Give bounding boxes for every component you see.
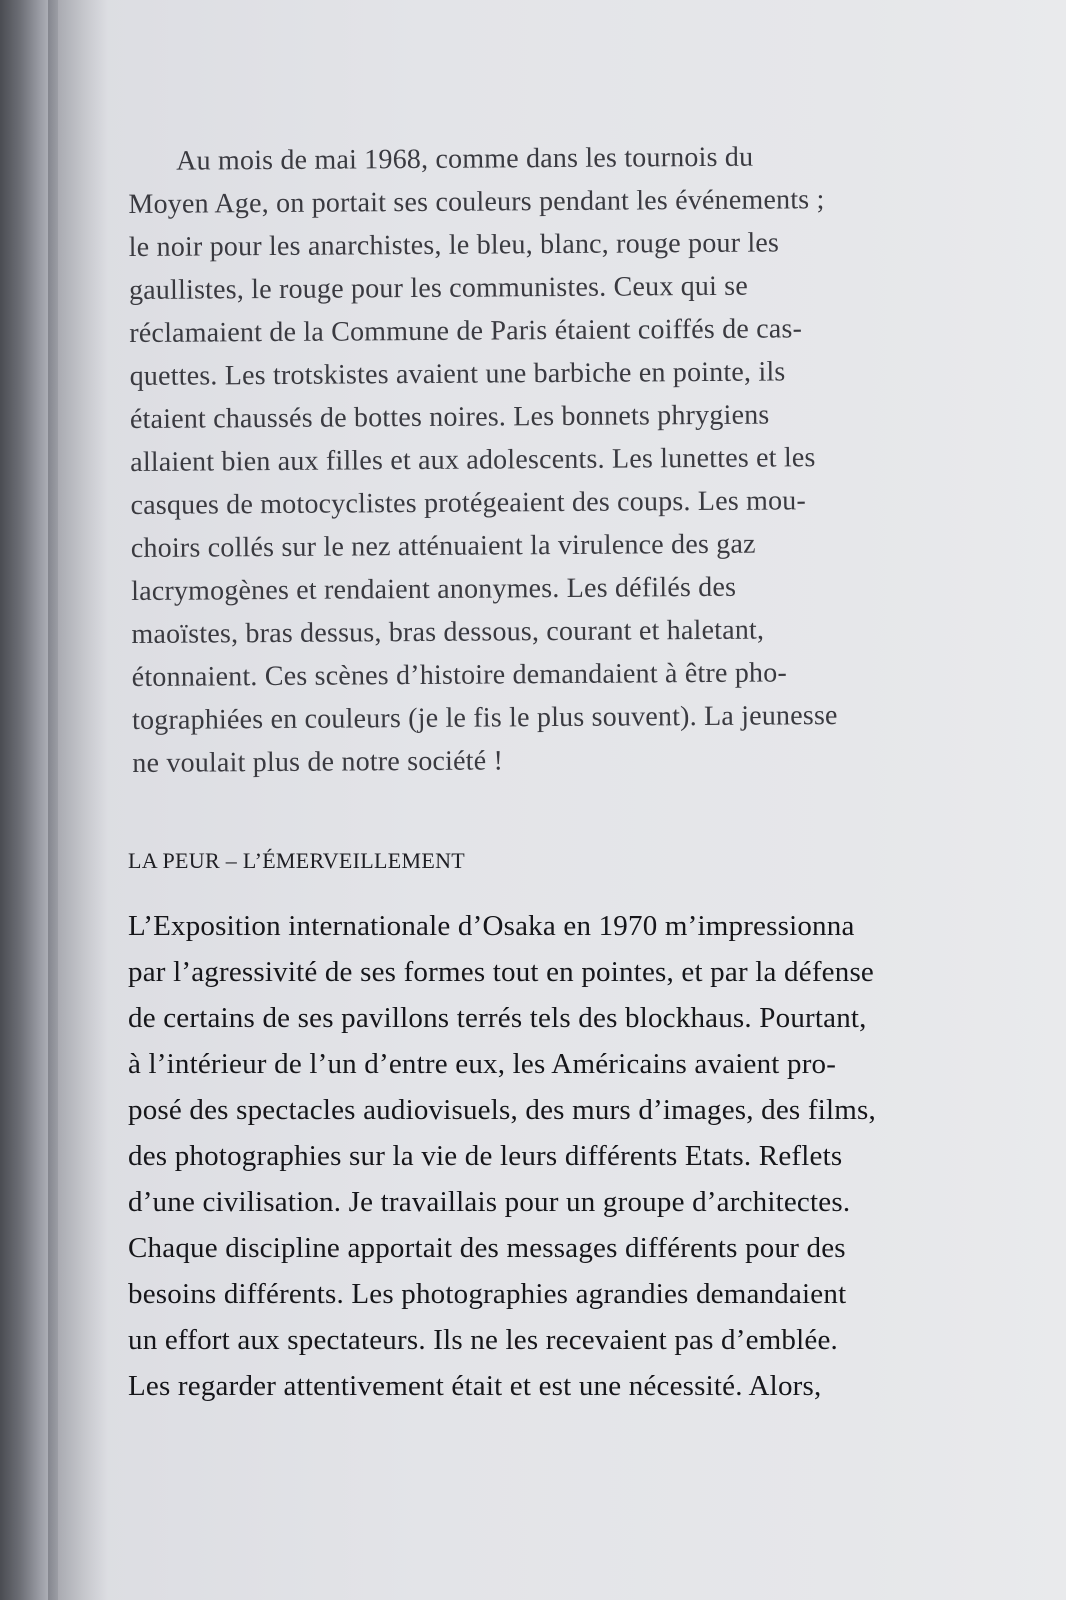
text-line: Au mois de mai 1968, comme dans les tournois du: [176, 141, 754, 177]
paragraph-osaka-1970: [128, 903, 948, 1409]
text-line: besoins différents. Les photographies agrandies demandaient: [128, 1278, 847, 1310]
paragraph-may-1968: [128, 134, 952, 785]
text-line: par l’agressivité de ses formes tout en pointes, et par la défense: [128, 956, 875, 988]
text-line: à l’intérieur de l’un d’entre eux, les Américains avaient pro-: [128, 1048, 837, 1080]
text-line: le noir pour les anarchistes, le bleu, blanc, rouge pour les: [128, 227, 780, 263]
text-line: ne voulait plus de notre société !: [132, 745, 504, 779]
text-line: étaient chaussés de bottes noires. Les bonnets phrygiens: [129, 399, 770, 435]
text-line: choirs collés sur le nez atténuaient la virulence des gaz: [130, 528, 756, 564]
text-line: casques de motocyclistes protégeaient des coups. Les mou-: [130, 485, 807, 521]
text-line: maoïstes, bras dessus, bras dessous, courant et haletant,: [131, 614, 765, 650]
text-line: Moyen Age, on portait ses couleurs pendant les événements ;: [128, 184, 825, 220]
text-line: tographiées en couleurs (je le fis le plus souvent). La jeunesse: [131, 700, 838, 736]
text-line: posé des spectacles audiovisuels, des murs d’images, des films,: [128, 1094, 876, 1126]
text-line: des photographies sur la vie de leurs différents Etats. Reflets: [128, 1140, 843, 1172]
text-line: d’une civilisation. Je travaillais pour un groupe d’architectes.: [128, 1186, 851, 1218]
text-line: gaullistes, le rouge pour les communistes. Ceux qui se: [128, 270, 749, 306]
text-line: L’Exposition internationale d’Osaka en 1970 m’impressionna: [128, 910, 855, 942]
text-line: Chaque discipline apportait des messages différents pour des: [128, 1232, 846, 1264]
gutter-shadow: [48, 0, 108, 1600]
text-line: étonnaient. Ces scènes d’histoire demandaient à être pho-: [131, 657, 788, 693]
text-line: lacrymogènes et rendaient anonymes. Les défilés des: [131, 571, 737, 607]
text-line: de certains de ses pavillons terrés tels des blockhaus. Pourtant,: [128, 1002, 867, 1034]
text-line: Les regarder attentivement était et est une nécessité. Alors,: [128, 1370, 822, 1402]
text-line: réclamaient de la Commune de Paris étaient coiffés de cas-: [129, 313, 803, 349]
text-line: quettes. Les trotskistes avaient une barbiche en pointe, ils: [129, 356, 786, 392]
text-line: un effort aux spectateurs. Ils ne les recevaient pas d’emblée.: [128, 1324, 838, 1356]
section-heading: LA PEUR – L’ÉMERVEILLEMENT: [128, 848, 466, 873]
text-line: allaient bien aux filles et aux adolescents. Les lunettes et les: [130, 442, 816, 478]
